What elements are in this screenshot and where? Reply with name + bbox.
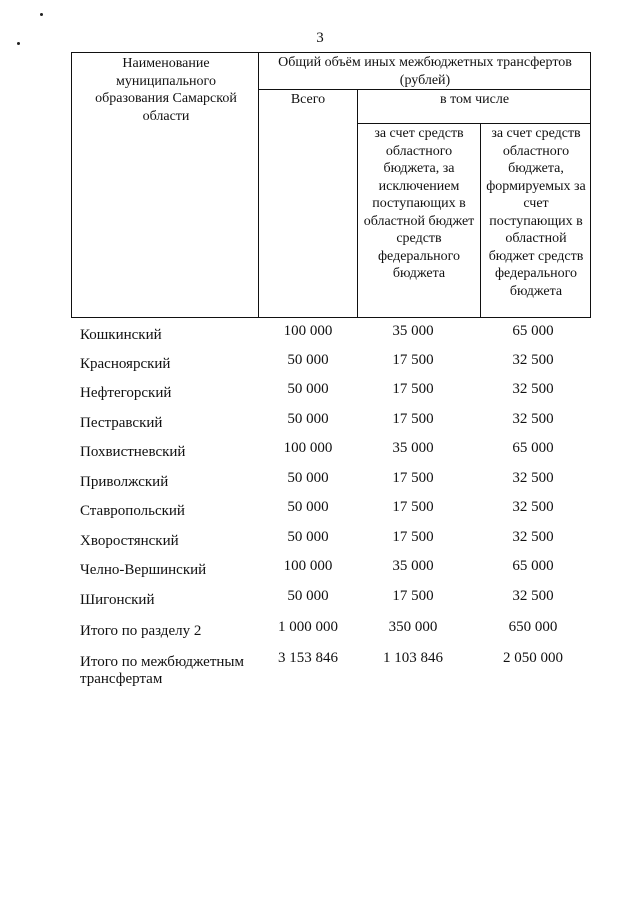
- total-amount: 3 153 846: [278, 650, 338, 666]
- table-row: [0, 411, 640, 441]
- regional-amount: 17 500: [392, 529, 434, 545]
- municipality-name: Красноярский: [80, 356, 171, 372]
- regional-amount: 17 500: [392, 352, 434, 368]
- municipality-name: Шигонский: [80, 592, 155, 608]
- total-amount: 100 000: [283, 558, 333, 574]
- municipality-name: Итого по разделу 2: [80, 623, 202, 639]
- header-regional-funds: за счет средств областного бюджета, за исключением поступающих в областной бюджет средств федерального бюджета: [363, 126, 475, 281]
- page-number: 3: [316, 30, 324, 46]
- regional-amount: 17 500: [392, 499, 434, 515]
- total-amount: 50 000: [287, 470, 329, 486]
- municipality-name: Кошкинский: [80, 327, 162, 343]
- total-amount: 50 000: [287, 588, 329, 604]
- header-including: в том числе: [439, 92, 510, 107]
- regional-amount: 35 000: [392, 440, 434, 456]
- federal-amount: 65 000: [512, 323, 554, 339]
- total-amount: 100 000: [283, 323, 333, 339]
- federal-amount: 32 500: [512, 352, 554, 368]
- table-row: [0, 352, 640, 382]
- table-row: [0, 529, 640, 559]
- municipality-name: Похвистневский: [80, 444, 186, 460]
- federal-amount: 32 500: [512, 411, 554, 427]
- federal-amount: 65 000: [512, 558, 554, 574]
- total-amount: 50 000: [287, 529, 329, 545]
- regional-amount: 17 500: [392, 381, 434, 397]
- total-amount: 50 000: [287, 381, 329, 397]
- total-amount: 100 000: [283, 440, 333, 456]
- regional-amount: 350 000: [388, 619, 438, 635]
- federal-amount: 32 500: [512, 470, 554, 486]
- regional-amount: 35 000: [392, 558, 434, 574]
- header-total-transfers: Общий объём иных межбюджетных трансфертов (рублей): [278, 55, 572, 88]
- federal-amount: 32 500: [512, 381, 554, 397]
- header-total: Всего: [290, 92, 326, 107]
- federal-amount: 32 500: [512, 499, 554, 515]
- row-divider: [258, 89, 591, 90]
- total-amount: 50 000: [287, 411, 329, 427]
- federal-amount: 650 000: [508, 619, 558, 635]
- regional-amount: 17 500: [392, 588, 434, 604]
- municipality-name: Нефтегорский: [80, 385, 172, 401]
- municipality-name: Приволжский: [80, 474, 169, 490]
- federal-amount: 65 000: [512, 440, 554, 456]
- regional-amount: 1 103 846: [383, 650, 443, 666]
- municipality-name: Итого по межбюджетным трансфертам: [80, 654, 244, 687]
- scan-speck: [40, 13, 43, 16]
- table-row: [0, 499, 640, 529]
- federal-amount: 32 500: [512, 529, 554, 545]
- federal-amount: 32 500: [512, 588, 554, 604]
- municipality-name: Пестравский: [80, 415, 163, 431]
- table-row: [0, 619, 640, 649]
- table-row: [0, 558, 640, 588]
- table-row: [0, 650, 640, 687]
- header-municipality: Наименование муниципального образования Самарской области: [95, 56, 237, 124]
- table-row: [0, 440, 640, 470]
- table-row: [0, 470, 640, 500]
- header-federal-funds: за счет средств областного бюджета, формируемых за счет поступающих в областной бюджет средств федерального бюджета: [486, 126, 586, 299]
- regional-amount: 17 500: [392, 411, 434, 427]
- table-row: [0, 381, 640, 411]
- municipality-name: Челно-Вершинский: [80, 562, 207, 578]
- row-divider: [357, 123, 591, 124]
- column-divider: [480, 123, 481, 318]
- table-row: [0, 588, 640, 618]
- table-row: [0, 323, 640, 353]
- total-amount: 50 000: [287, 352, 329, 368]
- regional-amount: 35 000: [392, 323, 434, 339]
- regional-amount: 17 500: [392, 470, 434, 486]
- municipality-name: Ставропольский: [80, 503, 185, 519]
- table-header: [71, 52, 591, 318]
- total-amount: 1 000 000: [278, 619, 338, 635]
- total-amount: 50 000: [287, 499, 329, 515]
- federal-amount: 2 050 000: [503, 650, 563, 666]
- municipality-name: Хворостянский: [80, 533, 179, 549]
